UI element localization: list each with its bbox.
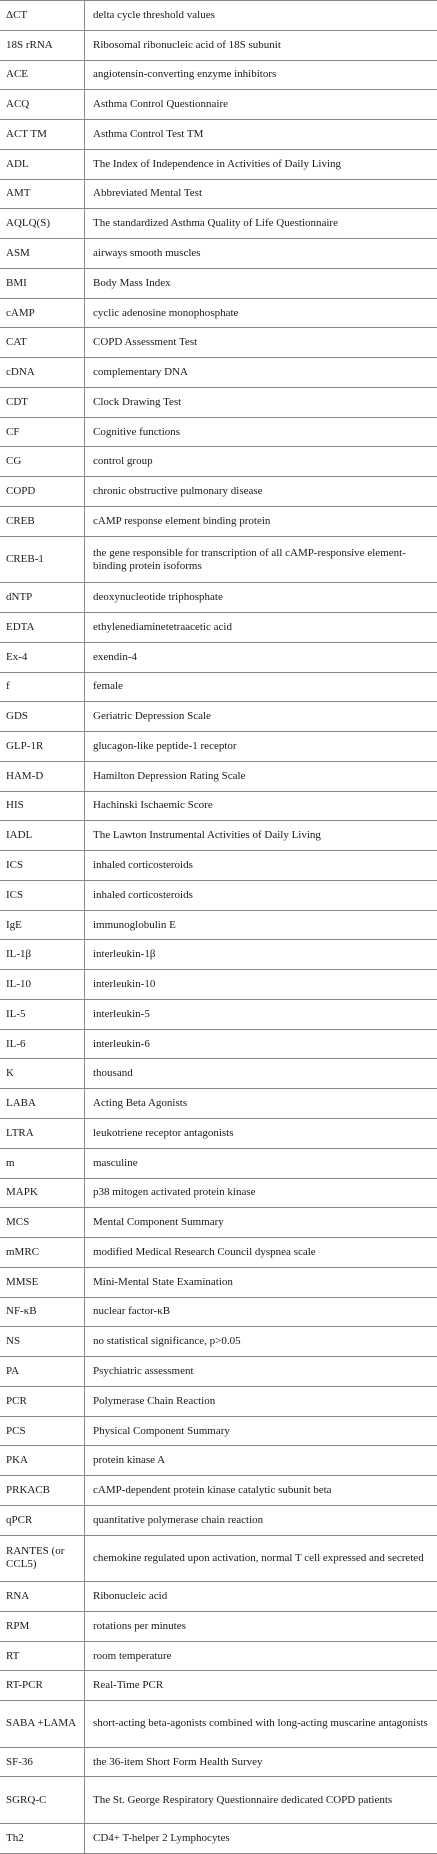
- definition-cell: COPD Assessment Test: [85, 328, 437, 358]
- table-row: [0, 298, 437, 328]
- definition-cell: immunoglobulin E: [85, 910, 437, 940]
- abbreviation-cell: RPM: [0, 1611, 85, 1641]
- definition-cell: Mini-Mental State Examination: [85, 1267, 437, 1297]
- abbreviation-cell: ACQ: [0, 90, 85, 120]
- abbreviation-cell: CDT: [0, 387, 85, 417]
- definition-cell: short-acting beta-agonists combined with long-acting muscarine antagonists: [85, 1701, 437, 1747]
- table-row: [0, 1416, 437, 1446]
- definition-cell: glucagon-like peptide-1 receptor: [85, 732, 437, 762]
- definition-cell: thousand: [85, 1059, 437, 1089]
- definition-cell: Polymerase Chain Reaction: [85, 1386, 437, 1416]
- table-row: [0, 1582, 437, 1612]
- table-row: [0, 358, 437, 388]
- definition-cell: Acting Beta Agonists: [85, 1089, 437, 1119]
- abbreviation-cell: dNTP: [0, 583, 85, 613]
- table-row: [0, 791, 437, 821]
- abbreviation-cell: PKA: [0, 1446, 85, 1476]
- abbreviation-cell: K: [0, 1059, 85, 1089]
- abbreviation-cell: NS: [0, 1327, 85, 1357]
- abbreviation-cell: IL-1β: [0, 940, 85, 970]
- abbreviation-cell: NF-κB: [0, 1297, 85, 1327]
- table-row: [0, 328, 437, 358]
- abbreviation-cell: PA: [0, 1357, 85, 1387]
- abbreviation-cell: LTRA: [0, 1119, 85, 1149]
- table-row: [0, 1089, 437, 1119]
- table-row: [0, 1505, 437, 1535]
- table-row: [0, 417, 437, 447]
- abbreviation-cell: SGRQ-C: [0, 1777, 85, 1823]
- table-row: [0, 1476, 437, 1506]
- abbreviation-cell: IADL: [0, 821, 85, 851]
- abbreviation-cell: CREB: [0, 507, 85, 537]
- definition-cell: Mental Component Summary: [85, 1208, 437, 1238]
- definition-cell: Physical Component Summary: [85, 1416, 437, 1446]
- abbreviation-cell: ΔCT: [0, 1, 85, 31]
- table-row: [0, 672, 437, 702]
- table-row: [0, 90, 437, 120]
- abbreviation-cell: MCS: [0, 1208, 85, 1238]
- table-row: [0, 880, 437, 910]
- table-row: [0, 1611, 437, 1641]
- table-row: [0, 1747, 437, 1777]
- abbreviation-cell: ICS: [0, 880, 85, 910]
- table-row: [0, 1297, 437, 1327]
- abbreviation-cell: COPD: [0, 477, 85, 507]
- abbreviations-table-body: [0, 1, 437, 1854]
- table-row: [0, 1327, 437, 1357]
- table-row: [0, 1029, 437, 1059]
- table-row: [0, 447, 437, 477]
- definition-cell: room temperature: [85, 1641, 437, 1671]
- definition-cell: Asthma Control Test TM: [85, 120, 437, 150]
- definition-cell: no statistical significance, p>0.05: [85, 1327, 437, 1357]
- abbreviation-cell: mMRC: [0, 1238, 85, 1268]
- table-row: [0, 612, 437, 642]
- abbreviation-cell: Th2: [0, 1823, 85, 1853]
- table-row: [0, 1535, 437, 1581]
- table-row: [0, 1357, 437, 1387]
- definition-cell: rotations per minutes: [85, 1611, 437, 1641]
- table-row: [0, 702, 437, 732]
- table-row: [0, 970, 437, 1000]
- definition-cell: delta cycle threshold values: [85, 1, 437, 31]
- definition-cell: Psychiatric assessment: [85, 1357, 437, 1387]
- definition-cell: CD4+ T-helper 2 Lymphocytes: [85, 1823, 437, 1853]
- table-row: [0, 30, 437, 60]
- table-row: [0, 583, 437, 613]
- definition-cell: cAMP response element binding protein: [85, 507, 437, 537]
- table-row: [0, 149, 437, 179]
- definition-cell: chemokine regulated upon activation, normal T cell expressed and secreted: [85, 1535, 437, 1581]
- table-row: [0, 1777, 437, 1823]
- abbreviation-cell: MMSE: [0, 1267, 85, 1297]
- table-row: [0, 1701, 437, 1747]
- table-row: [0, 536, 437, 582]
- table-row: [0, 999, 437, 1029]
- definition-cell: The St. George Respiratory Questionnaire dedicated COPD patients: [85, 1777, 437, 1823]
- definition-cell: Ribonucleic acid: [85, 1582, 437, 1612]
- abbreviation-cell: ADL: [0, 149, 85, 179]
- definition-cell: inhaled corticosteroids: [85, 851, 437, 881]
- abbreviation-cell: PCS: [0, 1416, 85, 1446]
- definition-cell: angiotensin-converting enzyme inhibitors: [85, 60, 437, 90]
- abbreviation-cell: ACT TM: [0, 120, 85, 150]
- definition-cell: interleukin-10: [85, 970, 437, 1000]
- definition-cell: nuclear factor-κB: [85, 1297, 437, 1327]
- abbreviation-cell: cDNA: [0, 358, 85, 388]
- table-row: [0, 821, 437, 851]
- definition-cell: control group: [85, 447, 437, 477]
- table-row: [0, 1148, 437, 1178]
- definition-cell: Abbreviated Mental Test: [85, 179, 437, 209]
- definition-cell: inhaled corticosteroids: [85, 880, 437, 910]
- definition-cell: masculine: [85, 1148, 437, 1178]
- abbreviation-cell: RANTES (or CCL5): [0, 1535, 85, 1581]
- table-row: [0, 910, 437, 940]
- abbreviation-cell: ACE: [0, 60, 85, 90]
- definition-cell: chronic obstructive pulmonary disease: [85, 477, 437, 507]
- abbreviation-cell: IL-10: [0, 970, 85, 1000]
- definition-cell: Hachinski Ischaemic Score: [85, 791, 437, 821]
- abbreviation-cell: PCR: [0, 1386, 85, 1416]
- abbreviation-cell: Ex-4: [0, 642, 85, 672]
- table-row: [0, 60, 437, 90]
- table-row: [0, 1178, 437, 1208]
- table-row: [0, 120, 437, 150]
- abbreviation-cell: 18S rRNA: [0, 30, 85, 60]
- definition-cell: Geriatric Depression Scale: [85, 702, 437, 732]
- definition-cell: airways smooth muscles: [85, 239, 437, 269]
- abbreviation-cell: SF-36: [0, 1747, 85, 1777]
- definition-cell: p38 mitogen activated protein kinase: [85, 1178, 437, 1208]
- definition-cell: leukotriene receptor antagonists: [85, 1119, 437, 1149]
- abbreviation-cell: RT-PCR: [0, 1671, 85, 1701]
- abbreviation-cell: HIS: [0, 791, 85, 821]
- table-row: [0, 1119, 437, 1149]
- table-row: [0, 851, 437, 881]
- abbreviation-cell: LABA: [0, 1089, 85, 1119]
- table-row: [0, 761, 437, 791]
- table-row: [0, 1208, 437, 1238]
- abbreviation-cell: AQLQ(S): [0, 209, 85, 239]
- table-row: [0, 268, 437, 298]
- table-row: [0, 1, 437, 31]
- abbreviation-cell: m: [0, 1148, 85, 1178]
- definition-cell: exendin-4: [85, 642, 437, 672]
- table-row: [0, 1059, 437, 1089]
- abbreviation-cell: RNA: [0, 1582, 85, 1612]
- table-row: [0, 1267, 437, 1297]
- definition-cell: Clock Drawing Test: [85, 387, 437, 417]
- table-row: [0, 507, 437, 537]
- definition-cell: cyclic adenosine monophosphate: [85, 298, 437, 328]
- definition-cell: complementary DNA: [85, 358, 437, 388]
- abbreviation-cell: qPCR: [0, 1505, 85, 1535]
- definition-cell: Body Mass Index: [85, 268, 437, 298]
- table-row: [0, 209, 437, 239]
- table-row: [0, 239, 437, 269]
- abbreviation-cell: AMT: [0, 179, 85, 209]
- definition-cell: deoxynucleotide triphosphate: [85, 583, 437, 613]
- table-row: [0, 940, 437, 970]
- table-row: [0, 1823, 437, 1853]
- table-row: [0, 642, 437, 672]
- abbreviation-cell: PRKACB: [0, 1476, 85, 1506]
- table-row: [0, 1238, 437, 1268]
- table-row: [0, 1671, 437, 1701]
- definition-cell: modified Medical Research Council dyspnea scale: [85, 1238, 437, 1268]
- definition-cell: interleukin-1β: [85, 940, 437, 970]
- abbreviation-cell: EDTA: [0, 612, 85, 642]
- abbreviation-cell: IL-5: [0, 999, 85, 1029]
- table-row: [0, 1641, 437, 1671]
- definition-cell: the 36-item Short Form Health Survey: [85, 1747, 437, 1777]
- abbreviation-cell: cAMP: [0, 298, 85, 328]
- abbreviation-cell: SABA +LAMA: [0, 1701, 85, 1747]
- abbreviation-cell: CAT: [0, 328, 85, 358]
- abbreviation-cell: MAPK: [0, 1178, 85, 1208]
- abbreviation-cell: BMI: [0, 268, 85, 298]
- abbreviation-cell: HAM-D: [0, 761, 85, 791]
- definition-cell: The standardized Asthma Quality of Life Questionnaire: [85, 209, 437, 239]
- abbreviation-cell: GLP-1R: [0, 732, 85, 762]
- definition-cell: protein kinase A: [85, 1446, 437, 1476]
- definition-cell: Cognitive functions: [85, 417, 437, 447]
- definition-cell: the gene responsible for transcription of all cAMP-responsive element-binding protein isoforms: [85, 536, 437, 582]
- abbreviation-cell: CREB-1: [0, 536, 85, 582]
- definition-cell: Real-Time PCR: [85, 1671, 437, 1701]
- abbreviation-cell: IgE: [0, 910, 85, 940]
- table-row: [0, 1446, 437, 1476]
- definition-cell: ethylenediaminetetraacetic acid: [85, 612, 437, 642]
- definition-cell: The Lawton Instrumental Activities of Daily Living: [85, 821, 437, 851]
- definition-cell: interleukin-5: [85, 999, 437, 1029]
- abbreviation-cell: ASM: [0, 239, 85, 269]
- table-row: [0, 387, 437, 417]
- definition-cell: interleukin-6: [85, 1029, 437, 1059]
- abbreviation-cell: CG: [0, 447, 85, 477]
- table-row: [0, 477, 437, 507]
- definition-cell: quantitative polymerase chain reaction: [85, 1505, 437, 1535]
- abbreviation-cell: CF: [0, 417, 85, 447]
- abbreviation-cell: IL-6: [0, 1029, 85, 1059]
- table-row: [0, 732, 437, 762]
- abbreviation-cell: GDS: [0, 702, 85, 732]
- abbreviation-cell: f: [0, 672, 85, 702]
- abbreviation-cell: RT: [0, 1641, 85, 1671]
- definition-cell: Asthma Control Questionnaire: [85, 90, 437, 120]
- definition-cell: female: [85, 672, 437, 702]
- table-row: [0, 1386, 437, 1416]
- abbreviation-cell: ICS: [0, 851, 85, 881]
- definition-cell: Ribosomal ribonucleic acid of 18S subunit: [85, 30, 437, 60]
- definition-cell: The Index of Independence in Activities of Daily Living: [85, 149, 437, 179]
- table-row: [0, 179, 437, 209]
- definition-cell: Hamilton Depression Rating Scale: [85, 761, 437, 791]
- definition-cell: cAMP-dependent protein kinase catalytic subunit beta: [85, 1476, 437, 1506]
